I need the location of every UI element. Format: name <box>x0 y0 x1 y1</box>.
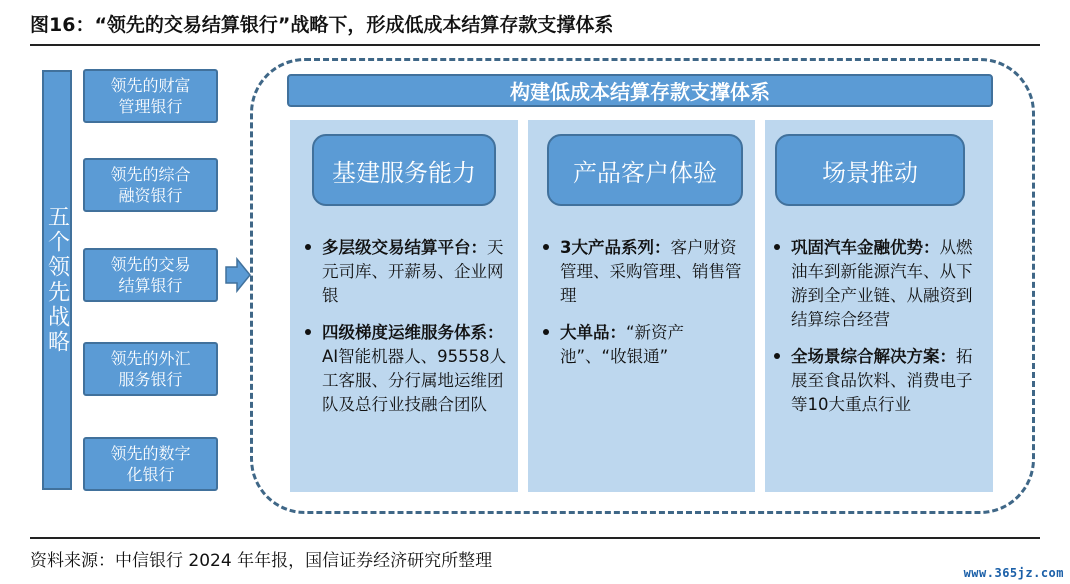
column-title: 场景推动 <box>775 134 965 206</box>
strategy-box-settlement <box>83 248 218 302</box>
bullet-dot <box>305 244 311 250</box>
strategy-line: 领先的数字 <box>110 444 191 463</box>
top-rule <box>30 44 1040 46</box>
bullet-dot <box>774 353 780 359</box>
strategy-line: 领先的交易 <box>110 255 191 274</box>
bullet-body: 天元司库、开薪易、企业网银 <box>322 238 504 305</box>
bullet-body: AI智能机器人、95558人工客服、分行属地运维团队及总行业技融合团队 <box>322 347 507 414</box>
bullet-dot <box>305 329 311 335</box>
column-title: 产品客户体验 <box>547 134 743 206</box>
strategy-line: 化银行 <box>126 465 175 484</box>
bullet-body: 从燃油车到新能源汽车、从下游到全产业链、从融资到结算综合经营 <box>791 238 973 329</box>
bullet-heading: 多层级交易结算平台： <box>322 238 487 257</box>
bullet-dot <box>774 244 780 250</box>
bullet-item <box>540 321 747 369</box>
bullet-heading: 巩固汽车金融优势： <box>791 238 940 257</box>
bullet-item <box>302 321 510 417</box>
strategy-line: 结算银行 <box>118 276 183 295</box>
column-title: 基建服务能力 <box>312 134 496 206</box>
column-infrastructure <box>290 120 518 492</box>
bullet-item <box>540 236 747 308</box>
strategy-box-financing <box>83 158 218 212</box>
strategy-line: 管理银行 <box>118 97 183 116</box>
strategy-line: 领先的财富 <box>110 76 191 95</box>
bullet-heading: 3大产品系列： <box>560 238 671 257</box>
figure-source: 资料来源：中信银行 2024 年年报，国信证券经济研究所整理 <box>30 551 493 571</box>
strategy-box-wealth <box>83 69 218 123</box>
bullet-heading: 四级梯度运维服务体系： <box>322 323 504 342</box>
column-product-experience <box>528 120 755 492</box>
bullet-item <box>771 345 985 417</box>
watermark: www.365jz.com <box>963 566 1064 580</box>
column-scenario-driven <box>765 120 993 492</box>
strategy-line: 领先的外汇 <box>110 349 191 368</box>
strategy-line: 融资银行 <box>118 186 183 205</box>
figure-title: 图16：“领先的交易结算银行”战略下，形成低成本结算存款支撑体系 <box>30 14 614 36</box>
bullet-list <box>771 236 985 430</box>
bullet-dot <box>543 329 549 335</box>
five-strategies-title: 五个领先战略 <box>42 70 72 490</box>
bullet-heading: 大单品： <box>560 323 626 342</box>
bullet-list <box>302 236 510 430</box>
strategy-line: 领先的综合 <box>110 165 191 184</box>
bullet-heading: 全场景综合解决方案： <box>791 347 956 366</box>
bullet-body: 拓展至食品饮料、消费电子等10大重点行业 <box>791 347 973 414</box>
bullet-item <box>302 236 510 308</box>
strategy-line: 服务银行 <box>118 370 183 389</box>
bullet-list <box>540 236 747 382</box>
bottom-rule <box>30 537 1040 539</box>
bullet-item <box>771 236 985 332</box>
bullet-body: “新资产池”、“收银通” <box>560 323 685 366</box>
bullet-dot <box>543 244 549 250</box>
strategy-box-fx <box>83 342 218 396</box>
system-header: 构建低成本结算存款支撑体系 <box>287 74 993 107</box>
right-arrow-icon <box>225 257 251 293</box>
strategy-box-digital <box>83 437 218 491</box>
bullet-body: 客户财资管理、采购管理、销售管理 <box>560 238 742 305</box>
